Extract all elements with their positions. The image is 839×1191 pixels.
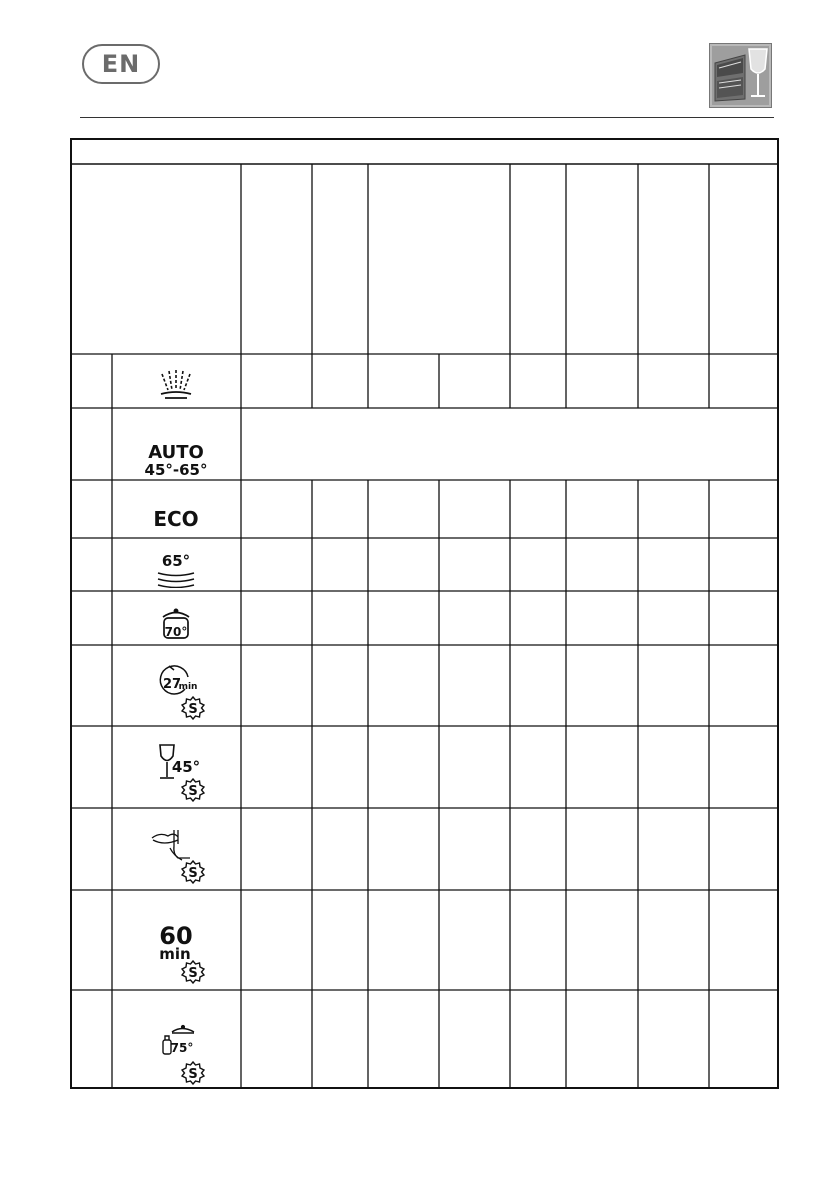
prewash-spray-icon: [157, 368, 195, 402]
auto-program-icon: AUTO: [148, 442, 204, 463]
program-60-min-label: min: [159, 945, 191, 963]
s-badge-icon: [181, 960, 205, 984]
svg-text:S: S: [188, 866, 198, 881]
quick-27min-icon: 27: [162, 677, 182, 692]
s-badge-icon: [181, 1061, 205, 1085]
intensive-65-icon: 65°: [161, 552, 191, 570]
silent-program-icon: [150, 828, 200, 862]
program-60min-icon: 60: [159, 922, 193, 950]
s-badge-icon: [181, 778, 205, 802]
pot-70-icon: 70°: [164, 625, 188, 639]
svg-text:S: S: [188, 966, 198, 981]
svg-text:S: S: [188, 784, 198, 799]
s-badge-icon: [181, 860, 205, 884]
baby-bottle-75-icon: 75°: [170, 1041, 194, 1055]
auto-temp-range: 45°-65°: [144, 461, 208, 479]
language-badge: EN: [82, 44, 160, 84]
s-badge-icon: [181, 696, 205, 720]
svg-text:S: S: [188, 702, 198, 717]
eco-program-icon: ECO: [153, 507, 199, 531]
svg-text:S: S: [188, 1067, 198, 1082]
quick-min-label: min: [178, 682, 198, 692]
stacked-plates-icon: [156, 570, 196, 588]
glass-45-icon: 45°: [171, 758, 201, 776]
